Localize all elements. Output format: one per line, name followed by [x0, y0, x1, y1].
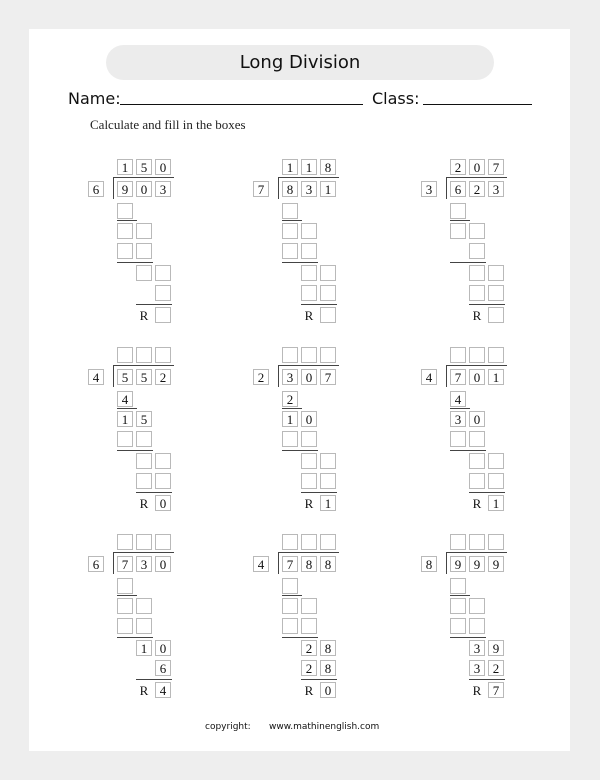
divisor-box[interactable]: 4 — [88, 369, 104, 385]
subtraction-line — [136, 492, 172, 493]
divisor-box[interactable]: 4 — [421, 369, 437, 385]
dividend-digit-box[interactable]: 8 — [301, 556, 317, 572]
divisor-box[interactable]: 4 — [253, 556, 269, 572]
dividend-digit-box[interactable]: 2 — [155, 369, 171, 385]
division-bracket-side — [278, 365, 279, 387]
step-box[interactable]: 4 — [450, 391, 466, 407]
quotient-digit-box[interactable] — [450, 347, 466, 363]
instructions: Calculate and fill in the boxes — [90, 117, 246, 132]
step-box[interactable] — [301, 618, 317, 634]
step-box[interactable] — [450, 223, 466, 239]
step-box[interactable] — [450, 578, 466, 594]
subtraction-line — [450, 220, 470, 221]
quotient-digit-box[interactable] — [488, 534, 504, 550]
remainder-label: R — [304, 683, 314, 698]
dividend-digit-box[interactable]: 9 — [117, 181, 133, 197]
remainder-label: R — [304, 496, 314, 511]
remainder-label: R — [139, 683, 149, 698]
step-box[interactable]: 2 — [282, 391, 298, 407]
division-bracket-top — [113, 365, 174, 366]
page-title: Long Division — [106, 45, 494, 80]
remainder-box[interactable]: 4 — [155, 682, 171, 698]
copyright-label: copyright: — [205, 722, 251, 732]
subtraction-line — [282, 262, 318, 263]
remainder-label: R — [139, 308, 149, 323]
remainder-label: R — [472, 308, 482, 323]
quotient-digit-box[interactable] — [320, 534, 336, 550]
step-box[interactable] — [469, 598, 485, 614]
quotient-digit-box[interactable]: 0 — [155, 159, 171, 175]
step-box[interactable] — [117, 618, 133, 634]
quotient-digit-box[interactable] — [282, 347, 298, 363]
step-box[interactable]: 2 — [301, 640, 317, 656]
step-box[interactable] — [301, 285, 317, 301]
division-problem — [421, 534, 531, 704]
divisor-box[interactable]: 6 — [88, 556, 104, 572]
dividend-digit-box[interactable]: 3 — [155, 181, 171, 197]
step-box[interactable] — [282, 598, 298, 614]
step-box[interactable] — [488, 473, 504, 489]
step-box[interactable] — [301, 431, 317, 447]
step-box[interactable] — [301, 265, 317, 281]
dividend-digit-box[interactable]: 9 — [450, 556, 466, 572]
step-box[interactable] — [469, 285, 485, 301]
dividend-digit-box[interactable]: 1 — [320, 181, 336, 197]
dividend-digit-box[interactable]: 9 — [488, 556, 504, 572]
divisor-box[interactable]: 3 — [421, 181, 437, 197]
subtraction-line — [469, 304, 505, 305]
step-box[interactable] — [282, 431, 298, 447]
quotient-digit-box[interactable] — [488, 347, 504, 363]
division-problem — [88, 347, 198, 517]
step-box[interactable]: 3 — [450, 411, 466, 427]
step-box[interactable] — [117, 578, 133, 594]
step-box[interactable] — [488, 265, 504, 281]
subtraction-line — [136, 304, 172, 305]
dividend-digit-box[interactable]: 7 — [282, 556, 298, 572]
division-bracket-top — [446, 365, 507, 366]
division-bracket-top — [113, 177, 174, 178]
step-box[interactable] — [320, 265, 336, 281]
step-box[interactable] — [117, 431, 133, 447]
dividend-digit-box[interactable]: 0 — [136, 181, 152, 197]
division-bracket-side — [113, 552, 114, 574]
quotient-digit-box[interactable]: 5 — [136, 159, 152, 175]
step-box[interactable] — [469, 223, 485, 239]
quotient-digit-box[interactable] — [282, 534, 298, 550]
step-box[interactable]: 5 — [136, 411, 152, 427]
step-box[interactable] — [155, 473, 171, 489]
dividend-digit-box[interactable]: 3 — [301, 181, 317, 197]
divisor-box[interactable]: 8 — [421, 556, 437, 572]
step-box[interactable] — [488, 453, 504, 469]
step-box[interactable]: 1 — [282, 411, 298, 427]
dividend-digit-box[interactable]: 7 — [117, 556, 133, 572]
dividend-digit-box[interactable]: 7 — [450, 369, 466, 385]
division-bracket-top — [446, 552, 507, 553]
quotient-digit-box[interactable] — [301, 534, 317, 550]
name-field[interactable] — [120, 104, 363, 105]
subtraction-line — [282, 450, 318, 451]
division-bracket-side — [446, 177, 447, 199]
step-box[interactable] — [155, 453, 171, 469]
quotient-digit-box[interactable] — [155, 347, 171, 363]
division-problem — [88, 534, 198, 704]
step-box[interactable] — [136, 618, 152, 634]
step-box[interactable] — [282, 203, 298, 219]
division-problem — [253, 347, 363, 517]
quotient-digit-box[interactable] — [301, 347, 317, 363]
subtraction-line — [469, 492, 505, 493]
quotient-digit-box[interactable]: 7 — [488, 159, 504, 175]
division-bracket-top — [278, 177, 339, 178]
dividend-digit-box[interactable]: 2 — [469, 181, 485, 197]
subtraction-line — [301, 492, 337, 493]
step-box[interactable]: 6 — [155, 660, 171, 676]
subtraction-line — [282, 220, 302, 221]
remainder-label: R — [472, 683, 482, 698]
step-box[interactable] — [301, 223, 317, 239]
subtraction-line — [117, 408, 137, 409]
subtraction-line — [469, 679, 505, 680]
dividend-digit-box[interactable]: 5 — [117, 369, 133, 385]
step-box[interactable]: 4 — [117, 391, 133, 407]
remainder-box[interactable]: 0 — [320, 682, 336, 698]
quotient-digit-box[interactable]: 1 — [282, 159, 298, 175]
step-box[interactable] — [282, 578, 298, 594]
dividend-digit-box[interactable]: 1 — [488, 369, 504, 385]
quotient-digit-box[interactable] — [155, 534, 171, 550]
step-box[interactable] — [469, 473, 485, 489]
class-label: Class: — [372, 89, 420, 108]
remainder-label: R — [472, 496, 482, 511]
step-box[interactable]: 8 — [320, 660, 336, 676]
step-box[interactable] — [301, 453, 317, 469]
step-box[interactable] — [320, 473, 336, 489]
division-bracket-side — [446, 552, 447, 574]
dividend-digit-box[interactable]: 0 — [301, 369, 317, 385]
quotient-digit-box[interactable] — [117, 347, 133, 363]
step-box[interactable] — [117, 243, 133, 259]
step-box[interactable]: 0 — [469, 411, 485, 427]
remainder-box[interactable]: 1 — [488, 495, 504, 511]
step-box[interactable] — [136, 598, 152, 614]
division-bracket-top — [278, 365, 339, 366]
step-box[interactable] — [155, 265, 171, 281]
subtraction-line — [450, 408, 470, 409]
division-bracket-top — [446, 177, 507, 178]
step-box[interactable]: 1 — [136, 640, 152, 656]
dividend-digit-box[interactable]: 3 — [282, 369, 298, 385]
remainder-box[interactable] — [320, 307, 336, 323]
division-problem — [253, 159, 363, 329]
division-problem — [88, 159, 198, 329]
quotient-digit-box[interactable]: 8 — [320, 159, 336, 175]
step-box[interactable] — [117, 203, 133, 219]
step-box[interactable] — [282, 223, 298, 239]
quotient-digit-box[interactable]: 1 — [301, 159, 317, 175]
step-box[interactable] — [469, 453, 485, 469]
step-box[interactable] — [450, 431, 466, 447]
division-bracket-side — [113, 365, 114, 387]
step-box[interactable] — [469, 243, 485, 259]
division-bracket-side — [278, 552, 279, 574]
quotient-digit-box[interactable] — [117, 534, 133, 550]
dividend-digit-box[interactable]: 8 — [282, 181, 298, 197]
quotient-digit-box[interactable] — [136, 534, 152, 550]
division-bracket-side — [113, 177, 114, 199]
step-box[interactable]: 3 — [469, 660, 485, 676]
subtraction-line — [117, 595, 137, 596]
quotient-digit-box[interactable] — [320, 347, 336, 363]
quotient-digit-box[interactable]: 0 — [469, 159, 485, 175]
subtraction-line — [136, 679, 172, 680]
quotient-digit-box[interactable] — [450, 534, 466, 550]
copyright-site: www.mathinenglish.com — [269, 722, 380, 732]
step-box[interactable] — [117, 598, 133, 614]
step-box[interactable] — [136, 265, 152, 281]
step-box[interactable] — [301, 243, 317, 259]
step-box[interactable] — [155, 285, 171, 301]
subtraction-line — [282, 408, 302, 409]
subtraction-line — [282, 595, 302, 596]
step-box[interactable] — [320, 285, 336, 301]
step-box[interactable] — [469, 265, 485, 281]
quotient-digit-box[interactable] — [469, 534, 485, 550]
step-box[interactable] — [282, 243, 298, 259]
remainder-box[interactable] — [488, 307, 504, 323]
step-box[interactable]: 0 — [155, 640, 171, 656]
subtraction-line — [450, 450, 486, 451]
division-bracket-side — [446, 365, 447, 387]
step-box[interactable] — [136, 453, 152, 469]
step-box[interactable] — [488, 285, 504, 301]
dividend-digit-box[interactable]: 6 — [450, 181, 466, 197]
division-problem — [421, 347, 531, 517]
subtraction-line — [117, 637, 153, 638]
subtraction-line — [117, 220, 137, 221]
divisor-box[interactable]: 7 — [253, 181, 269, 197]
dividend-digit-box[interactable]: 5 — [136, 369, 152, 385]
dividend-digit-box[interactable]: 9 — [469, 556, 485, 572]
subtraction-line — [450, 262, 486, 263]
division-bracket-top — [113, 552, 174, 553]
division-bracket-top — [278, 552, 339, 553]
step-box[interactable] — [136, 431, 152, 447]
step-box[interactable] — [320, 453, 336, 469]
step-box[interactable]: 0 — [301, 411, 317, 427]
step-box[interactable] — [469, 431, 485, 447]
quotient-digit-box[interactable] — [469, 347, 485, 363]
step-box[interactable] — [136, 223, 152, 239]
step-box[interactable] — [282, 618, 298, 634]
step-box[interactable] — [450, 203, 466, 219]
remainder-box[interactable]: 7 — [488, 682, 504, 698]
dividend-digit-box[interactable]: 3 — [136, 556, 152, 572]
divisor-box[interactable]: 2 — [253, 369, 269, 385]
step-box[interactable]: 3 — [469, 640, 485, 656]
step-box[interactable]: 8 — [320, 640, 336, 656]
division-bracket-side — [278, 177, 279, 199]
division-problem — [253, 534, 363, 704]
step-box[interactable]: 1 — [117, 411, 133, 427]
dividend-digit-box[interactable]: 3 — [488, 181, 504, 197]
step-box[interactable] — [301, 598, 317, 614]
division-problem — [421, 159, 531, 329]
dividend-digit-box[interactable]: 0 — [469, 369, 485, 385]
step-box[interactable] — [136, 473, 152, 489]
step-box[interactable] — [450, 598, 466, 614]
remainder-label: R — [304, 308, 314, 323]
quotient-digit-box[interactable]: 1 — [117, 159, 133, 175]
class-field[interactable] — [423, 104, 532, 105]
quotient-digit-box[interactable] — [136, 347, 152, 363]
divisor-box[interactable]: 6 — [88, 181, 104, 197]
subtraction-line — [117, 262, 153, 263]
step-box[interactable] — [301, 473, 317, 489]
subtraction-line — [301, 679, 337, 680]
remainder-box[interactable]: 1 — [320, 495, 336, 511]
subtraction-line — [117, 450, 153, 451]
step-box[interactable] — [450, 618, 466, 634]
step-box[interactable]: 9 — [488, 640, 504, 656]
step-box[interactable] — [469, 618, 485, 634]
remainder-box[interactable]: 0 — [155, 495, 171, 511]
remainder-label: R — [139, 496, 149, 511]
dividend-digit-box[interactable]: 8 — [320, 556, 336, 572]
dividend-digit-box[interactable]: 7 — [320, 369, 336, 385]
remainder-box[interactable] — [155, 307, 171, 323]
quotient-digit-box[interactable]: 2 — [450, 159, 466, 175]
subtraction-line — [301, 304, 337, 305]
step-box[interactable] — [136, 243, 152, 259]
subtraction-line — [450, 637, 486, 638]
step-box[interactable]: 2 — [301, 660, 317, 676]
subtraction-line — [282, 637, 318, 638]
subtraction-line — [450, 595, 470, 596]
name-label: Name: — [68, 89, 121, 108]
step-box[interactable] — [117, 223, 133, 239]
dividend-digit-box[interactable]: 0 — [155, 556, 171, 572]
step-box[interactable]: 2 — [488, 660, 504, 676]
